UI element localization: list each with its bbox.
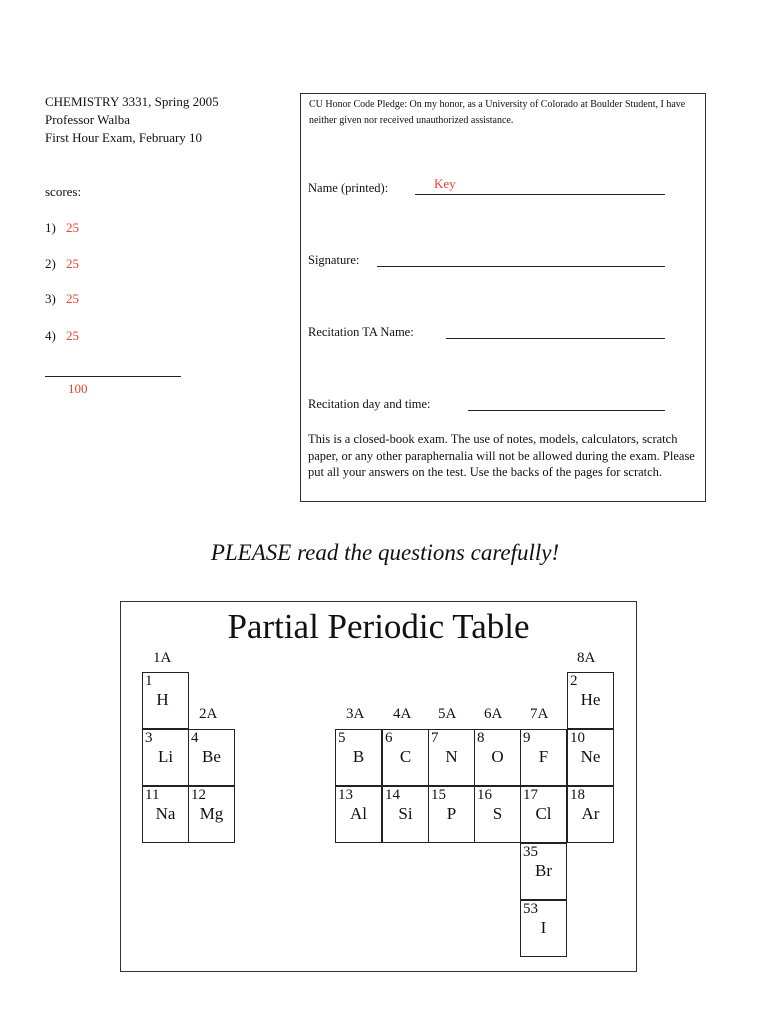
exam-instructions: This is a closed-book exam. The use of notes, models, calculators, scratch paper, or any other paraphernalia will not be allowed during the exam. Please put all your answers on the test. Use the backs of the pages for scratch. — [308, 432, 695, 479]
element-cell — [428, 729, 475, 786]
periodic-table-title: Partial Periodic Table — [227, 607, 530, 646]
total-score: 100 — [68, 381, 88, 396]
element-symbol: Ar — [581, 804, 600, 823]
element-cell — [382, 786, 429, 843]
honor-pledge-box — [300, 93, 706, 502]
atomic-number: 3 — [145, 730, 153, 746]
atomic-number: 15 — [431, 787, 446, 803]
element-cell — [520, 900, 567, 957]
atomic-number: 35 — [523, 844, 538, 860]
score-value: 25 — [66, 220, 79, 235]
ta-name-field[interactable] — [446, 338, 665, 339]
recitation-day-field[interactable] — [468, 410, 665, 411]
element-symbol: N — [445, 747, 458, 766]
atomic-number: 16 — [477, 787, 492, 803]
score-value: 25 — [66, 291, 79, 306]
element-cell — [142, 729, 189, 786]
atomic-number: 1 — [145, 673, 153, 689]
element-cell — [567, 786, 614, 843]
element-symbol: C — [399, 747, 412, 766]
element-cell — [188, 729, 235, 786]
element-symbol: Be — [202, 747, 221, 766]
atomic-number: 6 — [385, 730, 393, 746]
group-label-5a: 5A — [438, 706, 457, 722]
score-row — [45, 328, 79, 344]
read-carefully-notice: PLEASE read the questions carefully! — [210, 540, 560, 565]
element-symbol: Ne — [580, 747, 601, 766]
element-symbol: Al — [350, 804, 367, 823]
group-label-2a: 2A — [199, 706, 218, 722]
element-symbol: Cl — [535, 804, 552, 823]
element-cell — [520, 786, 567, 843]
name-field[interactable] — [415, 194, 665, 195]
scores-label: scores: — [45, 184, 82, 199]
professor-name: Professor Walba — [45, 112, 131, 127]
element-symbol: Li — [157, 747, 174, 766]
atomic-number: 7 — [431, 730, 439, 746]
exam-header — [45, 93, 219, 147]
element-cell — [520, 729, 567, 786]
atomic-number: 53 — [523, 901, 538, 917]
atomic-number: 17 — [523, 787, 538, 803]
element-symbol: O — [491, 747, 504, 766]
ta-name-label: Recitation TA Name: — [308, 325, 414, 339]
atomic-number: 11 — [145, 787, 160, 803]
group-label-7a: 7A — [530, 706, 549, 722]
score-value: 25 — [66, 256, 79, 271]
element-symbol: F — [538, 747, 549, 766]
element-cell — [335, 729, 382, 786]
periodic-table — [120, 601, 637, 972]
element-symbol: I — [540, 918, 547, 937]
score-number: 2) — [45, 256, 56, 271]
score-row — [45, 220, 79, 236]
element-cell — [474, 729, 521, 786]
exam-title: First Hour Exam, February 10 — [45, 130, 203, 145]
element-symbol: S — [492, 804, 503, 823]
signature-label: Signature: — [308, 253, 360, 267]
score-number: 3) — [45, 291, 56, 306]
element-cell — [142, 672, 189, 729]
atomic-number: 2 — [570, 673, 578, 689]
element-cell — [142, 786, 189, 843]
atomic-number: 14 — [385, 787, 400, 803]
element-symbol: P — [446, 804, 457, 823]
atomic-number: 8 — [477, 730, 485, 746]
element-symbol: He — [580, 690, 601, 709]
element-cell — [520, 843, 567, 900]
element-symbol: B — [352, 747, 365, 766]
score-row — [45, 256, 79, 272]
element-symbol: H — [156, 690, 169, 709]
element-cell — [428, 786, 475, 843]
element-symbol: Na — [155, 804, 176, 823]
atomic-number: 18 — [570, 787, 585, 803]
name-value: Key — [434, 176, 456, 191]
atomic-number: 9 — [523, 730, 531, 746]
element-symbol: Br — [535, 861, 552, 880]
group-label-4a: 4A — [393, 706, 412, 722]
group-label-1a: 1A — [153, 650, 172, 666]
course-title: CHEMISTRY 3331, Spring 2005 — [45, 94, 219, 109]
atomic-number: 12 — [191, 787, 206, 803]
atomic-number: 4 — [191, 730, 199, 746]
element-cell — [567, 729, 614, 786]
element-cell — [335, 786, 382, 843]
score-row — [45, 291, 79, 307]
recitation-day-label: Recitation day and time: — [308, 397, 431, 411]
element-cell — [567, 672, 614, 729]
group-label-8a: 8A — [577, 650, 596, 666]
element-symbol: Mg — [199, 804, 224, 823]
element-cell — [474, 786, 521, 843]
atomic-number: 5 — [338, 730, 346, 746]
element-cell — [382, 729, 429, 786]
total-divider — [45, 376, 181, 377]
signature-field[interactable] — [377, 266, 665, 267]
element-symbol: Si — [398, 804, 413, 823]
group-label-6a: 6A — [484, 706, 503, 722]
score-number: 4) — [45, 328, 56, 343]
honor-pledge-text: CU Honor Code Pledge: On my honor, as a University of Colorado at Boulder Student, I have neither given nor received unauthorized assistance. — [309, 99, 686, 126]
element-cell — [188, 786, 235, 843]
atomic-number: 13 — [338, 787, 353, 803]
score-value: 25 — [66, 328, 79, 343]
name-label: Name (printed): — [308, 181, 389, 195]
score-number: 1) — [45, 220, 56, 235]
atomic-number: 10 — [570, 730, 585, 746]
group-label-3a: 3A — [346, 706, 365, 722]
